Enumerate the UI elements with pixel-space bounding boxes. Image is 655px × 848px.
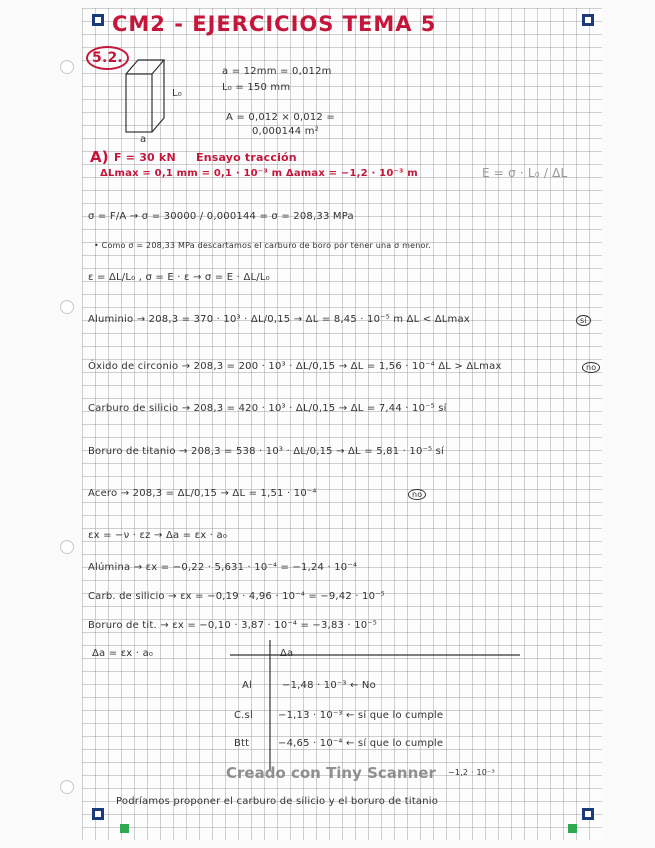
note-line: • Como σ = 208,33 MPa descartamos el carburo de boro por tener una σ menor.: [94, 241, 432, 250]
limits: ΔLmax = 0,1 mm = 0,1 · 10⁻³ m Δamax = −1,2 · 10⁻³ m: [100, 168, 418, 179]
table-row-val: −4,65 · 10⁻⁴ ← sí que lo cumple: [278, 738, 444, 749]
sic-line: Carburo de silicio → 208,3 = 420 · 10³ · ΔL/0,15 → ΔL = 7,44 · 10⁻⁵ sí: [88, 403, 447, 414]
table-row-mat: C.sl: [234, 710, 253, 721]
scanner-watermark: Creado con Tiny Scanner: [226, 764, 436, 782]
label-l0: L₀: [172, 88, 182, 99]
stress-line: σ = F/A → σ = 30000 / 0,000144 = σ = 208,33 MPa: [88, 211, 354, 222]
zirconia-tag: no: [582, 360, 600, 373]
poisson-line: εx = −ν · εz → Δa = εx · a₀: [88, 530, 228, 541]
table-row-val: −1,13 · 10⁻³ ← sí que lo cumple: [278, 710, 444, 721]
exercise-number: 5.2.: [86, 46, 129, 70]
table-header: Δa: [280, 648, 294, 659]
steel-tag: no: [408, 487, 426, 500]
alumina-line: Alúmina → εx = −0,22 · 5,631 · 10⁻⁴ = −1,24 · 10⁻⁴: [88, 562, 358, 573]
sic2-line: Carb. de silicio → εx = −0,19 · 4,96 · 10⁻⁴ = −9,42 · 10⁻⁵: [88, 591, 385, 602]
force-value: F = 30 kN: [114, 151, 176, 164]
part-label: A): [90, 148, 109, 166]
zirconia-line: Óxido de circonio → 208,3 = 200 · 10³ · ΔL/0,15 → ΔL = 1,56 · 10⁻⁴ ΔL > ΔLmax: [88, 361, 502, 372]
test-type: Ensayo tracción: [196, 151, 297, 164]
steel-line: Acero → 208,3 = ΔL/0,15 → ΔL = 1,51 · 10⁻⁴: [88, 488, 317, 499]
table-row-val: −1,48 · 10⁻³ ← No: [282, 680, 376, 691]
hooke-line: ε = ΔL/L₀ , σ = E · ε → σ = E · ΔL/L₀: [88, 272, 270, 283]
data-area-2: 0,000144 m²: [252, 126, 319, 137]
table-row-mat: Al: [242, 680, 253, 691]
table-extra: −1,2 · 10⁻³: [448, 768, 495, 777]
aluminium-line: Aluminio → 208,3 = 370 · 10³ · ΔL/0,15 → ΔL = 8,45 · 10⁻⁵ m ΔL < ΔLmax: [88, 314, 470, 325]
data-a: a = 12mm = 0,012m: [222, 66, 332, 77]
delta-a-line: Δa = εx · a₀: [92, 648, 154, 659]
tib-line: Boruro de titanio → 208,3 = 538 · 10³ · ΔL/0,15 → ΔL = 5,81 · 10⁻⁵ sí: [88, 446, 444, 457]
label-a: a: [140, 134, 147, 145]
conclusion-line: Podríamos proponer el carburo de silicio y el boruro de titanio: [116, 796, 439, 807]
page-title: CM2 - EJERCICIOS TEMA 5: [112, 12, 437, 36]
side-formula: E = σ · L₀ / ΔL: [482, 166, 568, 180]
tib2-line: Boruro de tit. → εx = −0,10 · 3,87 · 10⁻⁴ = −3,83 · 10⁻⁵: [88, 620, 378, 631]
data-l0: L₀ = 150 mm: [222, 82, 291, 93]
aluminium-tag: sí: [576, 313, 591, 326]
data-area-1: A = 0,012 × 0,012 =: [226, 112, 335, 123]
table-row-mat: Btt: [234, 738, 250, 749]
